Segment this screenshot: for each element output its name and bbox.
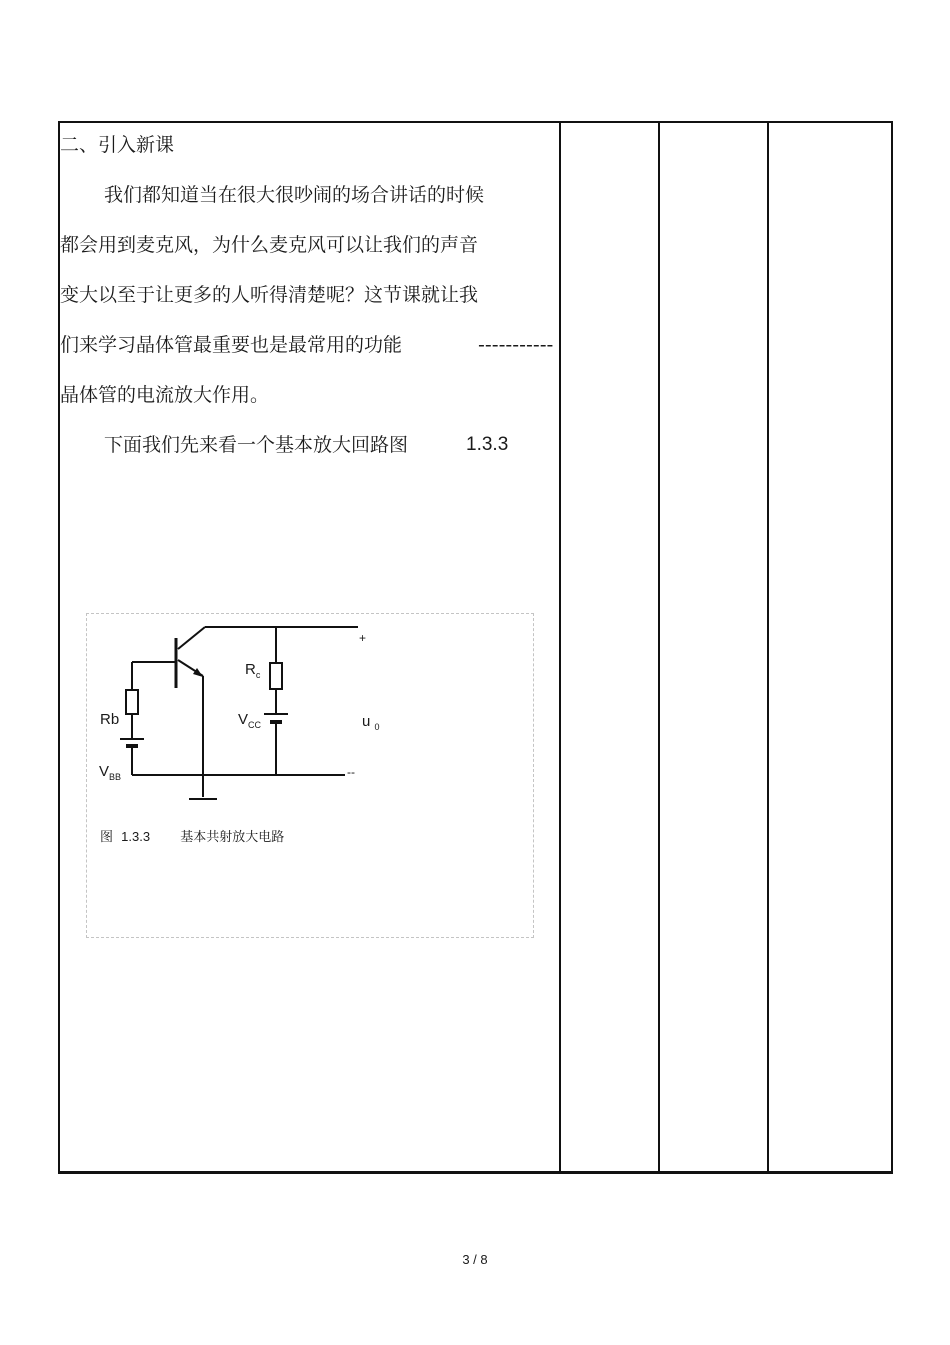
rc-label: $R_c$ (245, 661, 261, 680)
paragraph-line-3: 变大以至于让更多的人听得清楚呢？这节课就让我 (60, 284, 479, 306)
emitter-arrow (193, 668, 203, 677)
u0-label: u $_0$ (362, 713, 380, 732)
vcc-label: $V_{CC}$ (238, 711, 262, 730)
page-number: 3 / 8 (462, 1252, 488, 1267)
paragraph-line-6: 下面我们先来看一个基本放大回路图 (104, 434, 409, 456)
paragraph-line-5: 晶体管的电流放大作用。 (60, 384, 270, 406)
figure-caption: 图 1.3.3 基本共射放大电路 (100, 829, 285, 845)
vbb-label: $V_{BB}$ (99, 763, 122, 782)
plus-label: + (359, 631, 367, 645)
paragraph-line-2: 都会用到麦克风，为什么麦克风可以让我们的声音 (60, 234, 479, 256)
paragraph-line-1: 我们都知道当在很大很吵闹的场合讲话的时候 (104, 184, 485, 206)
rb-resistor (126, 690, 138, 714)
rc-resistor (270, 663, 282, 689)
minus-label: -- (347, 765, 355, 779)
collector-lead (178, 627, 205, 649)
paragraph-line-4: 们来学习晶体管最重要也是最常用的功能 (60, 334, 403, 356)
section-title: 二、引入新课 (60, 134, 175, 156)
figure-reference: 1.3.3 (466, 434, 509, 455)
paragraph-dashes: ----------- (478, 334, 554, 356)
rb-label: Rb (100, 711, 120, 728)
